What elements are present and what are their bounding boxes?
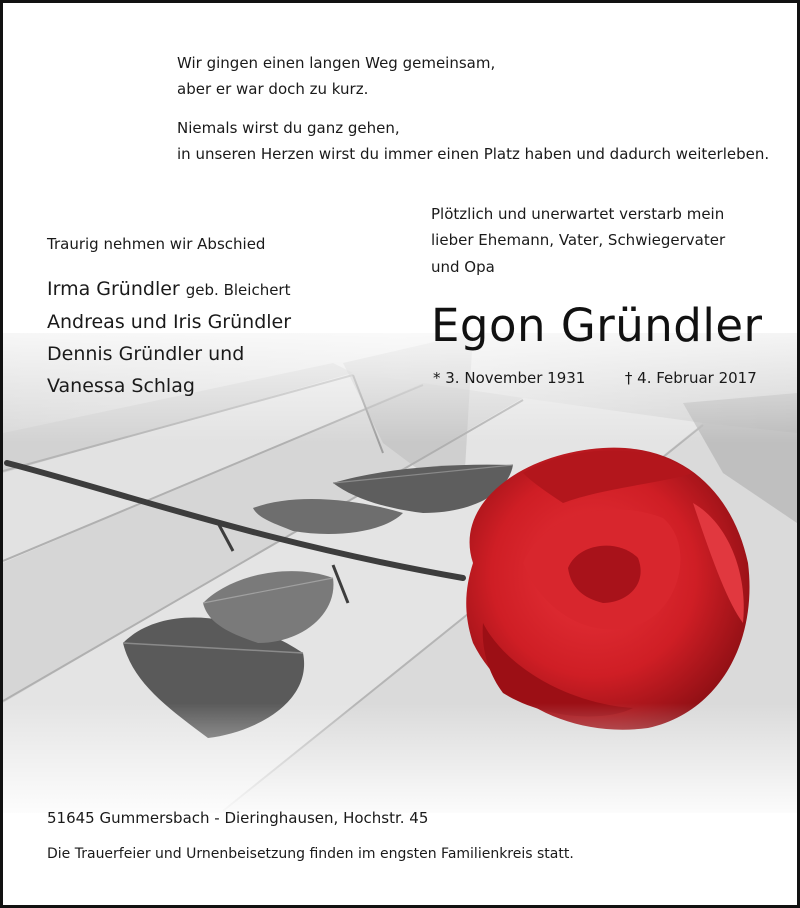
death-date: † 4. Februar 2017 [624, 369, 757, 387]
birth-date: * 3. November 1931 [433, 369, 586, 387]
mourners-intro: Traurig nehmen wir Abschied [47, 235, 266, 253]
poem-stanza-1 [177, 50, 777, 103]
mourner-name: Dennis Gründler und [47, 342, 245, 365]
mourner-name [47, 273, 387, 305]
announcement [431, 201, 776, 280]
mourner-name: Vanessa Schlag [47, 375, 195, 398]
family-address: 51645 Gummersbach - Dieringhausen, Hochstr. 45 [47, 809, 429, 827]
announcement-line: und Opa [431, 257, 495, 276]
rose-bloom [466, 448, 749, 730]
funeral-service-note: Die Trauerfeier und Urnenbeisetzung finden im engsten Familienkreis statt. [47, 846, 574, 862]
poem-line: aber er war doch zu kurz. [177, 80, 369, 99]
mourner-name: Andreas und Iris Gründler [47, 310, 292, 333]
deceased-name: Egon Gründler [431, 299, 763, 352]
mourner-name-sub: geb. Bleichert [185, 281, 291, 300]
poem-line: Niemals wirst du ganz gehen, [177, 118, 400, 137]
mourners-list [47, 231, 387, 402]
announcement-line: Plötzlich und unerwartet verstarb mein [431, 205, 725, 223]
poem-line: in unseren Herzen wirst du immer einen Platz haben und dadurch weiterleben. [177, 144, 770, 163]
mourner-name-main: Irma Gründler [47, 278, 180, 301]
announcement-line: lieber Ehemann, Vater, Schwiegervater [431, 231, 726, 250]
poem [177, 50, 777, 179]
poem-line: Wir gingen einen langen Weg gemeinsam, [177, 54, 496, 72]
life-dates [433, 369, 757, 387]
poem-stanza-2 [177, 115, 777, 168]
